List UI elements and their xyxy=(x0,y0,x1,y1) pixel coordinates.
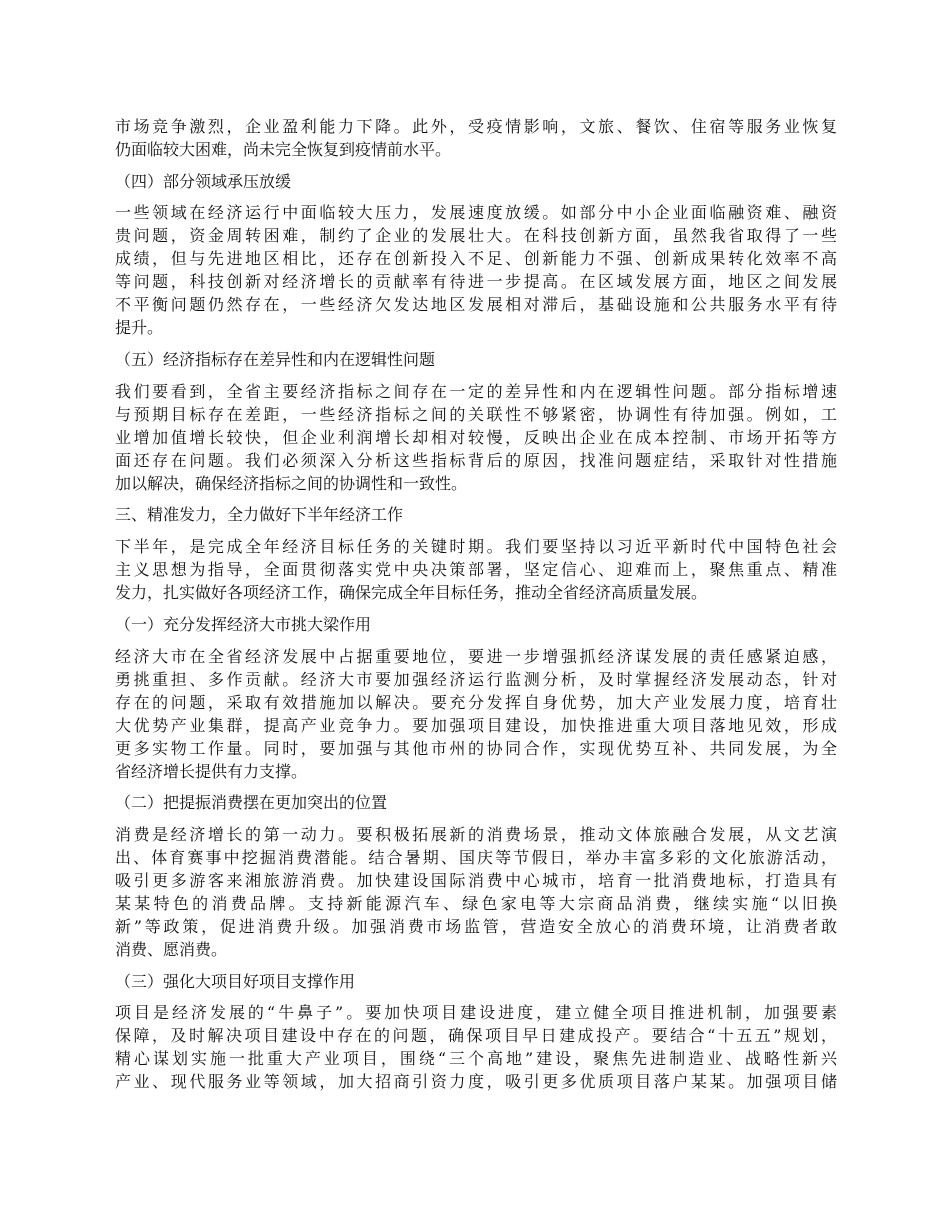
text-line: 新”等政策，促进消费升级。加强消费市场监管，营造安全放心的消费环境，让消费者敢 xyxy=(115,916,837,936)
text-line: 提升。 xyxy=(115,318,164,338)
text-line: 某某特色的消费品牌。支持新能源汽车、绿色家电等大宗商品消费，继续实施“以旧换 xyxy=(115,893,837,913)
text-line: 仍面临较大困难，尚未完全恢复到疫情前水平。 xyxy=(115,140,452,159)
text-line: 省经济增长提供有力支撑。 xyxy=(115,761,308,781)
text-line: （三）强化大项目好项目支撑作用 xyxy=(115,971,356,991)
text-line: 等问题，科技创新对经济增长的贡献率有待进一步提高。在区域发展方面，地区之间发展 xyxy=(115,272,837,292)
text-line: （四）部分领域承压放缓 xyxy=(115,171,292,191)
body-paragraph xyxy=(115,1001,837,1093)
text-line: 吸引更多游客来湘旅游消费。加快建设国际消费中心城市，培育一批消费地标，打造具有 xyxy=(115,870,837,890)
section-heading xyxy=(115,970,837,993)
section-heading xyxy=(115,348,837,371)
text-line: 大优势产业集群，提高产业竞争力。要加强项目建设，加快推进重大项目落地见效，形成 xyxy=(115,715,837,735)
text-line: （五）经济指标存在差异性和内在逻辑性问题 xyxy=(115,350,436,370)
text-line: 消费是经济增长的第一动力。要积极拓展新的消费场景，推动文体旅融合发展，从文艺演 xyxy=(115,824,837,844)
text-line: 成绩，但与先进地区相比，还存在创新投入不足、创新能力不强、创新成果转化效率不高 xyxy=(115,249,837,269)
text-line: 主义思想为指导，全面贯彻落实党中央决策部署，坚定信心、迎难而上，聚焦重点、精准 xyxy=(115,560,837,580)
body-paragraph xyxy=(115,535,837,604)
section-heading xyxy=(115,170,837,193)
text-line: 发力，扎实做好各项经济工作，确保完成全年目标任务，推动全省经济高质量发展。 xyxy=(115,583,708,603)
body-paragraph xyxy=(115,380,837,495)
text-line: （一）充分发挥经济大市挑大梁作用 xyxy=(115,614,372,634)
text-line: 精心谋划实施一批重大产业项目，围绕“三个高地”建设，聚焦先进制造业、战略性新兴 xyxy=(115,1049,837,1069)
text-line: 保障，及时解决项目建设中存在的问题，确保项目早日建成投产。要结合“十五五”规划， xyxy=(115,1026,837,1046)
section-heading xyxy=(115,613,837,636)
text-line: 项目是经济发展的“牛鼻子”。要加快项目建设进度，建立健全项目推进机制，加强要素 xyxy=(115,1003,837,1023)
text-line: （二）把提振消费摆在更加突出的位置 xyxy=(115,793,388,813)
text-line: 我们要看到，全省主要经济指标之间存在一定的差异性和内在逻辑性问题。部分指标增速 xyxy=(115,381,837,401)
text-line: 不平衡问题仍然存在，一些经济欠发达地区发展相对滞后，基础设施和公共服务水平有待 xyxy=(115,295,837,315)
section-heading xyxy=(115,503,837,526)
document-page xyxy=(115,115,837,1102)
text-line: 贵问题，资金周转困难，制约了企业的发展壮大。在科技创新方面，虽然我省取得了一些 xyxy=(115,226,837,246)
text-line: 消费、愿消费。 xyxy=(115,939,228,959)
text-line: 经济大市在全省经济发展中占据重要地位，要进一步增强抓经济谋发展的责任感紧迫感， xyxy=(115,646,837,666)
text-line: 存在的问题，采取有效措施加以解决。要充分发挥自身优势，加大产业发展力度，培育壮 xyxy=(115,692,837,712)
text-line: 业增加值增长较快，但企业利润增长却相对较慢，反映出企业在成本控制、市场开拓等方 xyxy=(115,427,837,447)
text-line: 三、精准发力，全力做好下半年经济工作 xyxy=(115,505,404,525)
text-line: 下半年，是完成全年经济目标任务的关键时期。我们要坚持以习近平新时代中国特色社会 xyxy=(115,537,837,557)
text-line: 产业、现代服务业等领域，加大招商引资力度，吸引更多优质项目落户某某。加强项目储 xyxy=(115,1072,837,1092)
text-line: 勇挑重担、多作贡献。经济大市要加强经济运行监测分析，及时掌握经济发展动态，针对 xyxy=(115,669,837,689)
section-heading xyxy=(115,791,837,814)
text-line: 加以解决，确保经济指标之间的协调性和一致性。 xyxy=(115,473,468,493)
text-line: 与预期目标存在差距，一些经济指标之间的关联性不够紧密，协调性有待加强。例如，工 xyxy=(115,404,837,424)
text-line: 面还存在问题。我们必须深入分析这些指标背后的原因，找准问题症结，采取针对性措施 xyxy=(115,450,837,470)
text-line: 市场竞争激烈，企业盈利能力下降。此外，受疫情影响，文旅、餐饮、住宿等服务业恢复 xyxy=(115,117,837,136)
body-paragraph xyxy=(115,823,837,961)
body-paragraph xyxy=(115,115,837,161)
text-line: 更多实物工作量。同时，要加强与其他市州的协同合作，实现优势互补、共同发展，为全 xyxy=(115,738,837,758)
body-paragraph xyxy=(115,201,837,339)
text-line: 一些领域在经济运行中面临较大压力，发展速度放缓。如部分中小企业面临融资难、融资 xyxy=(115,203,837,223)
body-paragraph xyxy=(115,645,837,783)
text-line: 出、体育赛事中挖掘消费潜能。结合暑期、国庆等节假日，举办丰富多彩的文化旅游活动， xyxy=(115,847,837,867)
